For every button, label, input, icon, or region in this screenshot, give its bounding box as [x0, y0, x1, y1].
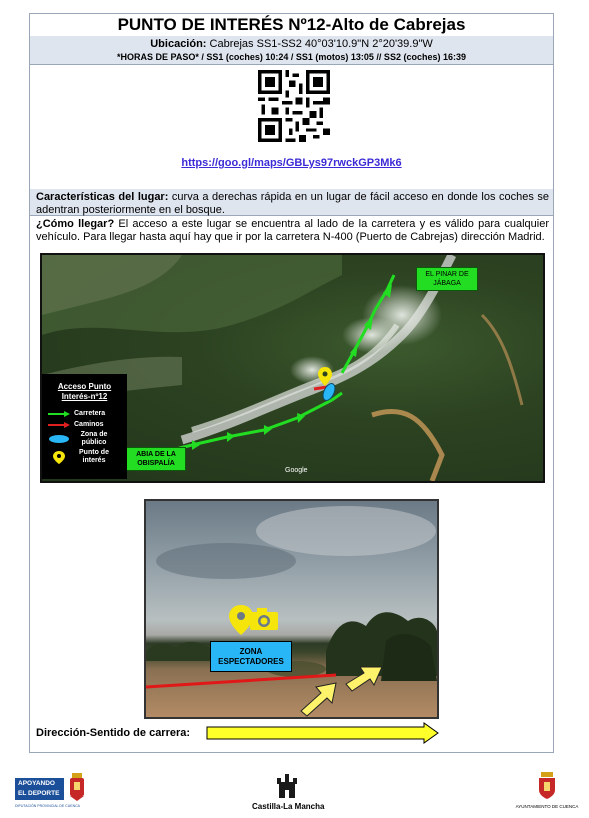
characteristics-section — [30, 189, 553, 216]
logo-text-line1: APOYANDO — [18, 780, 55, 787]
characteristics-paragraph — [36, 191, 549, 216]
shield-icon — [67, 772, 87, 802]
map-label-abia: ABIA DE LA OBISPALÍA — [126, 447, 186, 471]
google-watermark: Google — [285, 467, 308, 474]
access-map — [40, 253, 545, 483]
logo-diputacion — [15, 772, 87, 812]
page-frame — [29, 13, 554, 753]
qr-section — [30, 64, 553, 190]
ellipse-icon — [48, 434, 70, 444]
coat-of-arms-icon — [537, 772, 557, 800]
ayuntamiento-logo-text: AYUNTAMIENTO DE CUENCA — [515, 804, 579, 809]
logo-castilla-la-mancha — [252, 772, 325, 816]
spectator-photo — [144, 499, 439, 719]
qr-code-icon[interactable] — [258, 70, 330, 142]
logo-ayuntamiento — [512, 772, 582, 816]
race-direction-label: Dirección-Sentido de carrera: — [36, 727, 191, 739]
location-value: Cabrejas SS1-SS2 40°03'10.9"N 2°20'39.9"W — [209, 38, 433, 50]
characteristics-text: curva a derechas rápida en un lugar de fácil acceso en donde los coches se adentran posteriormente en el bosque. — [36, 191, 550, 216]
legend-title: Acceso Punto Interés-nº12 — [57, 382, 112, 401]
pin-camera-icon — [229, 605, 278, 635]
pass-times: *HORAS DE PASO* / SS1 (coches) 10:24 / SS1 (motos) 13:05 // SS2 (coches) 16:39 — [117, 52, 466, 62]
race-direction-arrow-icon — [206, 722, 439, 744]
map-legend — [42, 374, 127, 479]
how-to-arrive-label: ¿Cómo llegar? — [36, 218, 115, 230]
legend-label: Punto de interés — [79, 449, 109, 464]
logo-text-line2: EL DEPORTE — [18, 790, 60, 797]
legend-label: Zona de público — [80, 431, 108, 446]
legend-item — [48, 430, 124, 448]
legend-label: Caminos — [74, 421, 104, 428]
pin-icon — [48, 450, 70, 464]
location-line — [30, 36, 553, 51]
location-bar — [30, 36, 553, 65]
red-arrow-icon — [48, 421, 70, 429]
legend-item — [48, 419, 124, 430]
green-arrow-icon — [48, 410, 70, 418]
maps-link[interactable]: https://goo.gl/maps/GBLys97rwckGP3Mk6 — [181, 157, 402, 169]
how-to-arrive-text: El acceso a este lugar se encuentra al lado de la carretera y es válido para cualquier vehículo. Para llegar hasta aquí hay que ir por la carretera N-400 (Puerto de Cabrejas) dirección Madrid. — [36, 218, 549, 243]
legend-item — [48, 448, 124, 466]
characteristics-label: Características del lugar: — [36, 191, 169, 203]
castle-icon — [275, 772, 299, 800]
spectator-zone-label: ZONA ESPECTADORES — [210, 641, 292, 672]
page-title: PUNTO DE INTERÉS Nº12-Alto de Cabrejas — [30, 14, 553, 37]
logo-subtext: DIPUTACIÓN PROVINCIAL DE CUENCA — [15, 804, 80, 808]
castilla-logo-text: Castilla-La Mancha — [252, 802, 325, 811]
legend-label: Carretera — [74, 410, 106, 417]
legend-item — [48, 408, 124, 419]
how-to-arrive-paragraph — [36, 218, 549, 243]
map-label-pinar: EL PINAR DE JÁBAGA — [416, 267, 478, 291]
location-label: Ubicación: — [150, 38, 207, 50]
